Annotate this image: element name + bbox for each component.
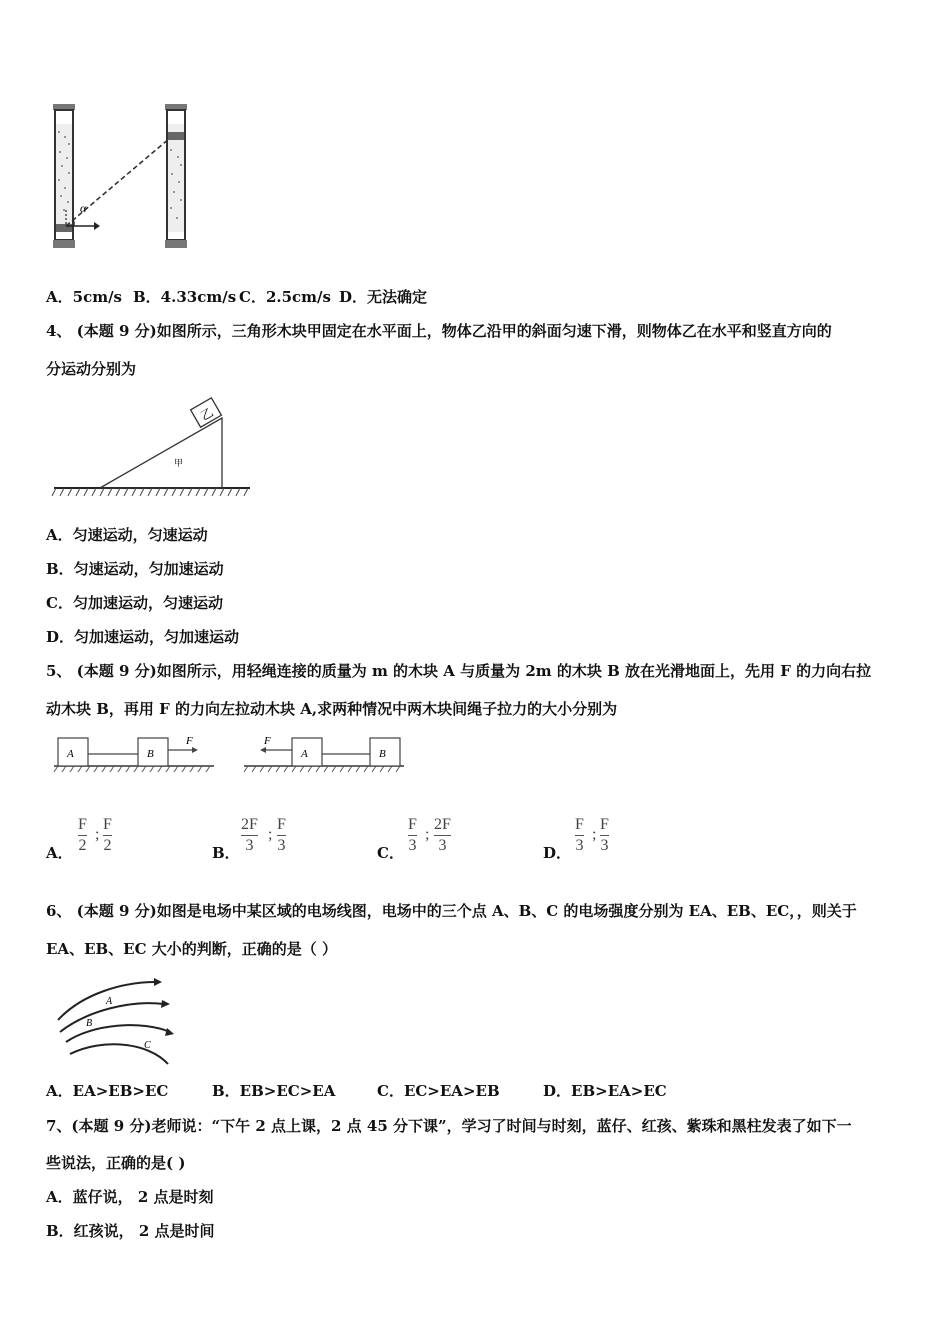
q7-stem-line1: 7、(本题 9 分)老师说：“下午 2 点上课，2 点 45 分下课”，学习了时间与时刻，蓝仔、红孩、紫珠和黑柱发表了如下一 bbox=[46, 1117, 852, 1135]
q5-blocks-figure-right-pull bbox=[52, 730, 218, 776]
q5-option-a-frac1: F 2 bbox=[78, 816, 87, 854]
wedge-label-jia: 甲 bbox=[174, 459, 184, 469]
q6-option-b[interactable]: B．EB>EC>EA bbox=[212, 1082, 336, 1100]
q5-option-b-frac2: F 3 bbox=[277, 816, 286, 854]
q4-stem-line1: 4、 (本题 9 分)如图所示，三角形木块甲固定在水平面上，物体乙沿甲的斜面匀速下滑，则物体乙在水平和竖直方向的 bbox=[46, 322, 832, 340]
q5-sep: ; bbox=[268, 826, 273, 843]
q6-option-c[interactable]: C．EC>EA>EB bbox=[377, 1082, 500, 1100]
q5-option-c-frac2: 2F 3 bbox=[434, 816, 451, 854]
right-tube bbox=[165, 104, 187, 248]
q5-sep: ; bbox=[425, 826, 430, 843]
q4-stem-line2: 分运动分别为 bbox=[46, 360, 137, 378]
q5-sep: ; bbox=[95, 826, 100, 843]
q5-option-a-letter[interactable]: A． bbox=[46, 844, 73, 862]
angle-label: α bbox=[80, 201, 87, 215]
q5-option-a-frac2: F 2 bbox=[103, 816, 112, 854]
block-a-label-2: A bbox=[301, 748, 308, 760]
q3-option-c[interactable]: C．2.5cm/s bbox=[239, 288, 331, 306]
q5-stem-line2: 动木块 B，再用 F 的力向左拉动木块 A,求两种情况中两木块间绳子拉力的大小分别为 bbox=[46, 700, 618, 718]
q5-option-d-frac2: F 3 bbox=[600, 816, 609, 854]
force-f-label: F bbox=[186, 735, 193, 747]
q5-option-b-letter[interactable]: B． bbox=[212, 844, 240, 862]
q5-sep: ; bbox=[592, 826, 597, 843]
point-b-label: B bbox=[86, 1018, 93, 1029]
block-b-label: B bbox=[147, 748, 154, 760]
q5-option-d-frac1: F 3 bbox=[575, 816, 584, 854]
q7-option-b[interactable]: B．红孩说， 2 点是时间 bbox=[46, 1222, 215, 1240]
q5-option-d-letter[interactable]: D． bbox=[543, 844, 572, 862]
q3-option-a[interactable]: A．5cm/s bbox=[46, 288, 123, 306]
q3-tubes-figure bbox=[50, 102, 200, 252]
block-a-label: A bbox=[67, 748, 74, 760]
q4-option-b[interactable]: B．匀速运动，匀加速运动 bbox=[46, 560, 224, 578]
q3-option-d[interactable]: D．无法确定 bbox=[339, 288, 428, 306]
q5-option-c-letter[interactable]: C． bbox=[377, 844, 404, 862]
q4-option-d[interactable]: D．匀加速运动，匀加速运动 bbox=[46, 628, 240, 646]
q5-option-b-frac1: 2F 3 bbox=[241, 816, 258, 854]
q7-stem-line2: 些说法，正确的是( ) bbox=[46, 1154, 186, 1172]
point-a-label: A bbox=[106, 996, 113, 1007]
q4-incline-figure bbox=[50, 396, 255, 500]
q5-option-c-frac1: F 3 bbox=[408, 816, 417, 854]
q4-option-c[interactable]: C．匀加速运动，匀速运动 bbox=[46, 594, 223, 612]
block-b-label-2: B bbox=[379, 748, 386, 760]
q6-stem-line2: EA、EB、EC 大小的判断，正确的是（ ） bbox=[46, 940, 338, 958]
block-label-yi: 乙 bbox=[198, 405, 216, 424]
q5-blocks-figure-left-pull bbox=[242, 730, 408, 776]
q6-option-a[interactable]: A．EA>EB>EC bbox=[46, 1082, 169, 1100]
q6-field-lines-figure bbox=[52, 974, 178, 1066]
q4-option-a[interactable]: A．匀速运动，匀速运动 bbox=[46, 526, 208, 544]
q6-option-d[interactable]: D．EB>EA>EC bbox=[543, 1082, 667, 1100]
point-c-label: C bbox=[144, 1040, 151, 1051]
q5-stem-line1: 5、 (本题 9 分)如图所示，用轻绳连接的质量为 m 的木块 A 与质量为 2m 的木块 B 放在光滑地面上，先用 F 的力向右拉 bbox=[46, 662, 872, 680]
q6-stem-line1: 6、 (本题 9 分)如图是电场中某区域的电场线图，电场中的三个点 A、B、C 的电场强度分别为 EA、EB、EC，，则关于 bbox=[46, 902, 857, 920]
q7-option-a[interactable]: A．蓝仔说， 2 点是时刻 bbox=[46, 1188, 214, 1206]
force-f-label-2: F bbox=[264, 735, 271, 747]
q3-option-b[interactable]: B．4.33cm/s bbox=[133, 288, 237, 306]
